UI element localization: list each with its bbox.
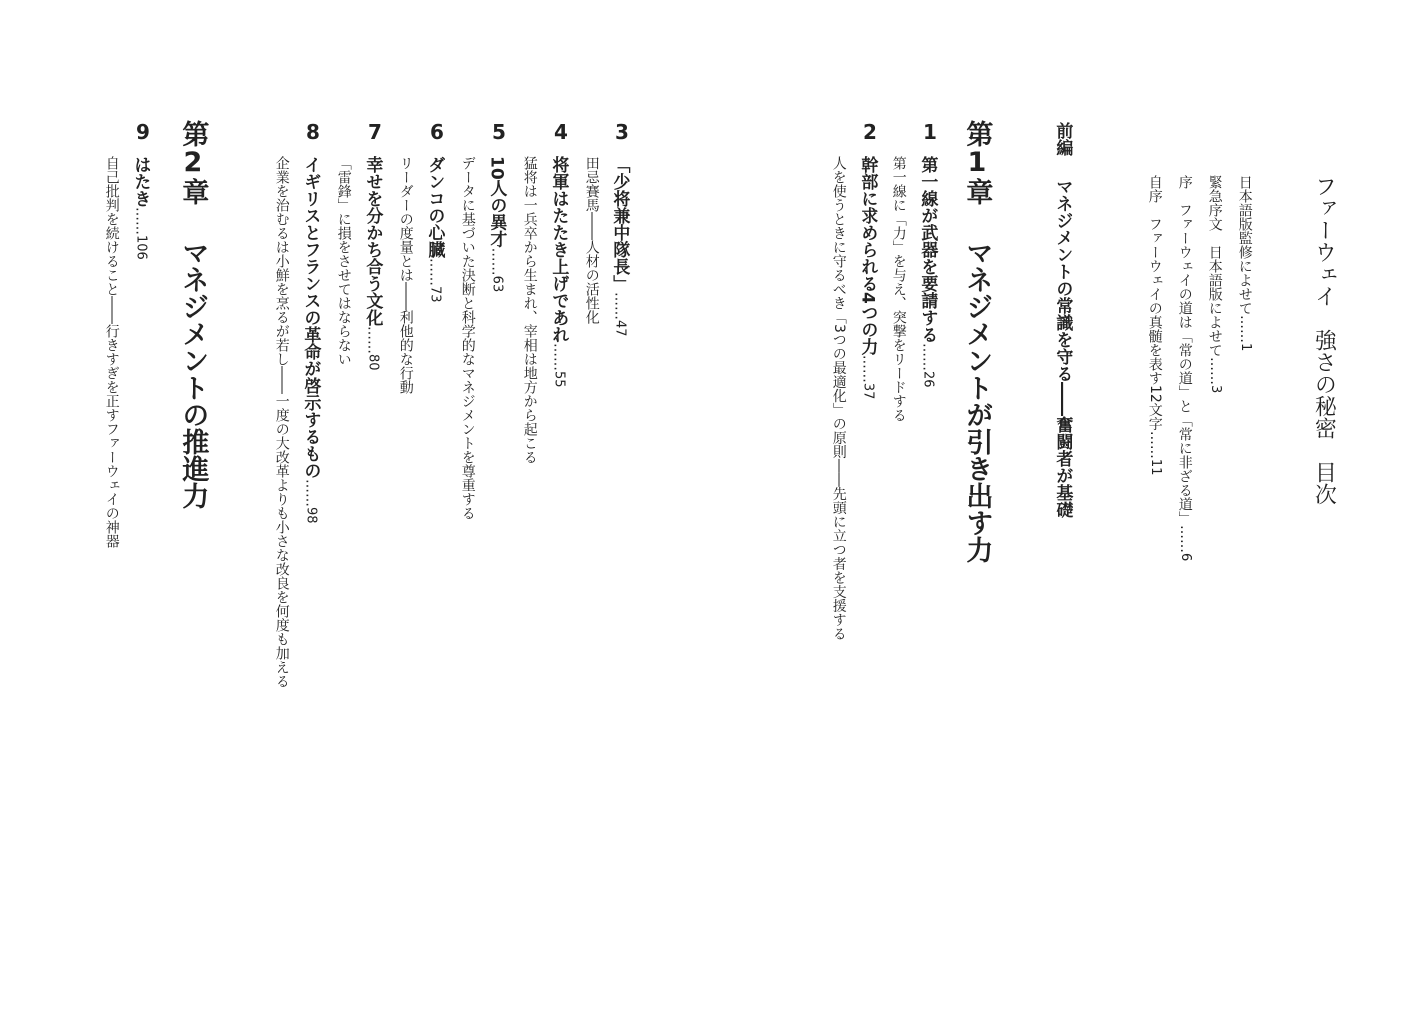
section-number: 2 [858,120,882,144]
chapter-label: 第1章 [961,120,993,205]
front-matter-item[interactable] [1176,175,1193,561]
section-subtitle: 第一線に「力」を与え、突撃をリードする [890,156,907,422]
section-title: イギリスとフランスの革命が啓示するもの [300,156,321,479]
section-heading[interactable] [548,156,568,388]
page-number: 80 [365,354,381,371]
section-title: 第一線が武器を要請する [917,156,938,343]
front-matter-item[interactable] [1236,175,1253,351]
leader-dots: …… [919,343,936,371]
section-subtitle: 猛将は一兵卒から生まれ、宰相は地方から起こる [521,156,538,464]
chapter-heading[interactable] [176,120,208,509]
page-number: 47 [612,320,628,337]
page-number: 55 [551,371,567,388]
front-matter-item[interactable] [1206,175,1223,393]
section-number: 8 [301,120,325,144]
section-heading[interactable] [424,156,444,303]
section-subtitle: 田忌賽馬――人材の活性化 [583,156,600,324]
section-heading[interactable] [917,156,937,388]
section-heading[interactable] [130,156,150,260]
section-heading[interactable] [300,156,320,524]
leader-dots: …… [1236,315,1253,343]
leader-dots: …… [1206,357,1223,385]
front-matter-item[interactable] [1146,175,1163,475]
front-matter-text: 序 ファーウェイの道は「常の道」と「常に非ざる道」 [1176,175,1193,525]
leader-dots: …… [859,354,876,383]
page-number: 26 [920,371,936,388]
page-number: 1 [1237,343,1253,352]
part-heading[interactable] [1052,122,1072,518]
section-subtitle: 自己批判を続けること――行きすぎを正すファーウェイの神器 [103,156,120,548]
toc-title [1310,175,1336,505]
section-number: 5 [487,120,511,144]
leader-dots: …… [1146,430,1163,459]
front-matter-text: 日本語版監修によせて [1236,175,1253,315]
section-heading[interactable] [609,156,629,337]
leader-dots: …… [611,292,628,320]
leader-dots: …… [550,343,567,371]
book-title: ファーウェイ 強さの秘密 目次 [1311,175,1337,505]
section-heading[interactable] [486,156,506,292]
chapter-title: マネジメントの推進力 [177,239,209,509]
section-title: ダンコの心臓 [424,156,445,258]
section-number: 7 [363,120,387,144]
front-matter-text: 自序 ファーウェイの真髄を表す12文字 [1146,175,1163,431]
section-number: 1 [918,120,942,144]
section-heading[interactable] [857,156,877,399]
page-number: 11 [1147,458,1163,476]
section-number: 9 [131,120,155,144]
leader-dots: …… [1176,525,1193,553]
part-label: 前編 [1052,122,1073,156]
page-number: 63 [489,275,505,293]
section-number: 3 [610,120,634,144]
chapter-heading[interactable] [960,120,992,563]
page-number: 73 [427,286,443,303]
front-matter-text: 緊急序文 日本語版によせて [1206,175,1223,357]
page-number: 98 [303,507,319,524]
section-subtitle: 企業を治むるは小鮮を烹るが若し――一度の大改革よりも小さな改良を何度も加える [273,156,290,688]
section-subtitle: リーダーの度量とは――利他的な行動 [397,156,414,394]
leader-dots: …… [132,207,149,235]
leader-dots: …… [426,258,443,286]
chapter-label: 第2章 [177,120,209,205]
chapter-title: マネジメントが引き出す力 [961,239,993,563]
page-number: 3 [1207,385,1223,394]
section-subtitle: データに基づいた決断と科学的なマネジメントを尊重する [459,156,476,520]
section-title: 将軍はたたき上げであれ [548,156,569,343]
section-number: 4 [549,120,573,144]
section-title: はたき [130,156,151,207]
page-number: 6 [1177,553,1193,562]
leader-dots: …… [488,247,505,276]
section-title: 幹部に求められる4つの力 [857,156,878,355]
page-number: 106 [133,235,149,260]
page-number: 37 [860,382,876,400]
section-number: 6 [425,120,449,144]
leader-dots: …… [364,326,381,354]
section-subtitle: 「雷鋒」に損をさせてはならない [335,156,352,366]
leader-dots: …… [302,479,319,507]
part-title: マネジメントの常識を守る――奮闘者が基礎 [1052,178,1073,518]
section-subtitle: 人を使うときに守るべき「3つの最適化」の原則――先頭に立つ者を支援する [830,156,847,641]
section-title: 「少将兼中隊長」 [609,156,630,292]
section-heading[interactable] [362,156,382,371]
section-title: 幸せを分かち合う文化 [362,156,383,326]
section-title: 10人の異才 [486,156,507,248]
